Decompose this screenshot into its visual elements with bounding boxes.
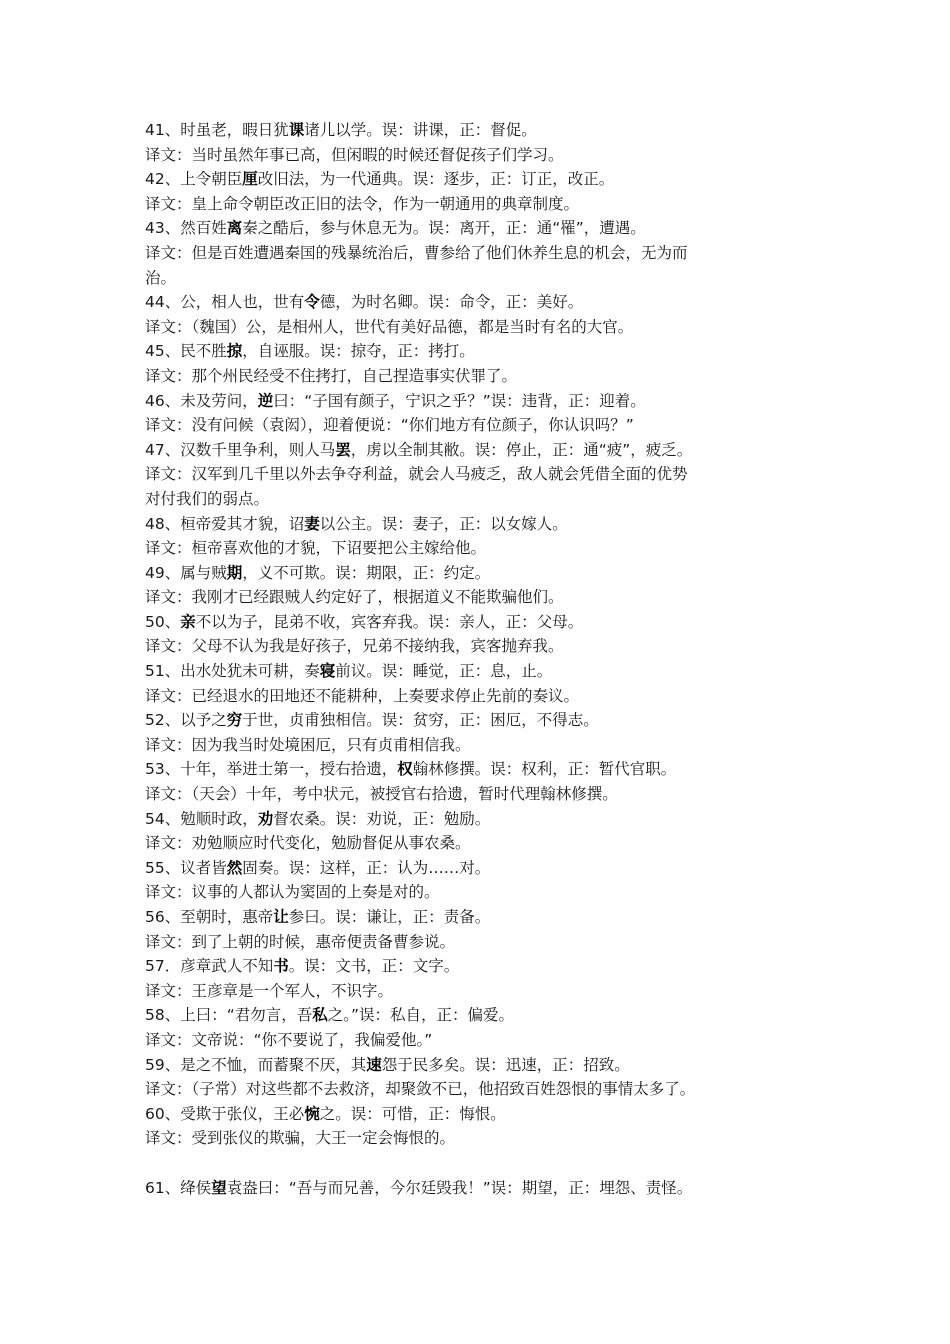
keyword-highlight: 课 <box>288 121 305 139</box>
sentence-prefix: 59、是之不恤，而蓄聚不厌，其 <box>145 1055 367 1074</box>
sentence-suffix: 督农桑。误：劝说，正：勉励。 <box>273 809 491 828</box>
translation-line: 译文：到了上朝的时候，惠帝便责备曹参说。 <box>145 932 456 951</box>
keyword-highlight: 令 <box>304 293 320 312</box>
translation-line: 译文：受到张仪的欺骗，大王一定会悔恨的。 <box>145 1129 456 1148</box>
keyword-highlight: 然 <box>226 858 243 877</box>
sentence-prefix: 57．彦章武人不知 <box>145 957 274 976</box>
sentence-prefix: 45、民不胜 <box>145 342 227 361</box>
keyword-highlight: 权 <box>397 760 413 779</box>
sentence-suffix: 德，为时名卿。误：命令，正：美好。 <box>319 293 584 312</box>
sentence-line <box>145 167 825 192</box>
sentence-suffix: 于世，贞甫独相信。误：贫穷，正：困厄，不得志。 <box>242 711 599 730</box>
keyword-highlight: 逆 <box>257 391 274 410</box>
sentence-prefix: 42、上令朝臣 <box>145 170 243 189</box>
translation-line: 译文：议事的人都认为窦固的上奏是对的。 <box>145 883 440 902</box>
sentence-suffix: 之。”误：私自，正：偏爱。 <box>327 1006 515 1025</box>
blank-line <box>145 1151 825 1176</box>
sentence-prefix: 60、受欺于张仪，王必 <box>145 1104 305 1123</box>
translation-line: 译文：我刚才已经跟贼人约定好了，根据道义不能欺骗他们。 <box>145 588 564 607</box>
sentence-suffix: ，义不可欺。误：期限，正：约定。 <box>242 563 491 582</box>
translation-line: 译文：父母不认为我是好孩子，兄弟不接纳我，宾客抛弃我。 <box>145 637 564 656</box>
sentence-prefix: 56、至朝时，惠帝 <box>145 908 274 926</box>
keyword-highlight: 离 <box>226 219 243 238</box>
keyword-highlight: 望 <box>211 1178 227 1197</box>
sentence-line <box>145 290 825 315</box>
keyword-highlight: 让 <box>273 908 289 926</box>
sentence-line <box>145 1003 825 1028</box>
sentence-prefix: 51、出水处犹未可耕，奏 <box>145 662 320 681</box>
sentence-suffix: 曰：“子国有颜子，宁识之乎？”误：违背，正：迎着。 <box>273 391 646 410</box>
keyword-highlight: 寝 <box>319 662 336 681</box>
keyword-highlight: 厘 <box>242 170 258 189</box>
keyword-highlight: 妻 <box>304 514 320 533</box>
sentence-line <box>145 339 825 364</box>
translation-line: 译文：文帝说：“你不要说了，我偏爱他。” <box>145 1030 433 1049</box>
translation-line: 译文：当时虽然年事已高，但闲暇的时候还督促孩子们学习。 <box>145 145 564 164</box>
sentence-line <box>145 807 825 832</box>
sentence-suffix: ，虏以全制其敝。误：停止，正：通“疲”，疲乏。 <box>350 440 693 459</box>
sentence-line <box>145 757 825 782</box>
sentence-suffix: 之。误：可惜，正：悔恨。 <box>319 1104 506 1123</box>
sentence-line <box>145 1102 825 1127</box>
sentence-suffix: 改旧法，为一代通典。误：逐步，正：订正，改正。 <box>257 170 615 189</box>
translation-line: 译文：那个州民经受不住拷打，自己捏造事实伏罪了。 <box>145 366 518 385</box>
translation-line: 译文：（子常）对这些都不去救济，却聚敛不已，他招致百姓怨恨的事情太多了。 <box>145 1080 696 1099</box>
sentence-prefix: 46、未及劳问， <box>145 391 258 410</box>
keyword-highlight: 私 <box>312 1006 328 1025</box>
sentence-prefix: 44、公，相人也，世有 <box>145 293 305 312</box>
sentence-line <box>145 118 825 143</box>
sentence-suffix: 怨于民多矣。误：迅速，正：招致。 <box>381 1055 630 1074</box>
translation-line: 译文：因为我当时处境困厄，只有贞甫相信我。 <box>145 735 471 754</box>
sentence-prefix: 58、上曰：“君勿言，吾 <box>145 1006 313 1025</box>
translation-line: 译文：但是百姓遭遇秦国的残暴统治后，曹参给了他们休养生息的机会，无为而 <box>145 243 688 262</box>
sentence-prefix: 55、议者皆 <box>145 858 227 877</box>
sentence-line <box>145 216 825 241</box>
sentence-prefix: 53、十年，举进士第一，授右拾遗， <box>145 760 398 779</box>
sentence-line <box>145 561 825 586</box>
sentence-suffix: ，自诬服。误：掠夺，正：拷打。 <box>242 342 475 361</box>
translation-line: 译文：没有问候（袁闳），迎着便说：“你们地方有位颜子，你认识吗？” <box>145 416 634 435</box>
keyword-highlight: 劝 <box>257 809 274 828</box>
sentence-prefix: 48、桓帝爱其才貌，诏 <box>145 514 305 533</box>
sentence-suffix: 袁盎曰：“吾与而兄善，今尔廷毁我！”误：期望，正：埋怨、责怪。 <box>226 1178 693 1197</box>
sentence-line <box>145 610 825 635</box>
sentence-suffix: 秦之酷后，参与休息无为。误：离开，正：通“罹”，遭遇。 <box>242 219 646 238</box>
translation-line: 译文：皇上命令朝臣改正旧的法令，作为一朝通用的典章制度。 <box>145 194 580 213</box>
sentence-line <box>145 389 825 414</box>
sentence-suffix: 诸儿以学。误：讲课，正：督促。 <box>304 121 537 139</box>
text-line: 治。 <box>145 268 177 287</box>
sentence-suffix: 翰林修撰。误：权利，正：暂代官职。 <box>412 760 677 779</box>
translation-line: 译文：汉军到几千里以外去争夺利益，就会人马疲乏，敌人就会凭借全面的优势 <box>145 465 688 484</box>
translation-line: 译文：（天会）十年，考中状元，被授官右拾遗，暂时代理翰林修撰。 <box>145 785 618 804</box>
keyword-highlight: 穷 <box>226 711 243 730</box>
document-body <box>145 118 825 1200</box>
sentence-line <box>145 708 825 733</box>
sentence-suffix: 。误：文书，正：文字。 <box>288 957 460 976</box>
keyword-highlight: 惋 <box>304 1104 320 1123</box>
sentence-line <box>145 905 825 930</box>
sentence-prefix: 54、勉顺时政， <box>145 809 258 828</box>
sentence-prefix: 52、以予之 <box>145 711 227 730</box>
keyword-highlight: 罢 <box>335 440 351 459</box>
translation-line: 译文：（魏国）公，是相州人，世代有美好品德，都是当时有名的大官。 <box>145 317 634 336</box>
sentence-line <box>145 438 825 463</box>
translation-line: 译文：王彦章是一个军人，不识字。 <box>145 981 394 1000</box>
sentence-suffix: 参曰。误：谦让，正：责备。 <box>288 908 491 926</box>
sentence-suffix: 不以为子，昆弟不收，宾客弃我。误：亲人，正：父母。 <box>195 612 584 631</box>
sentence-prefix: 61、绛侯 <box>145 1178 212 1197</box>
sentence-suffix: 以公主。误：妻子，正：以女嫁人。 <box>319 514 568 533</box>
sentence-line <box>145 954 825 979</box>
sentence-line <box>145 1053 825 1078</box>
keyword-highlight: 期 <box>226 563 243 582</box>
keyword-highlight: 速 <box>366 1055 382 1074</box>
sentence-prefix: 49、属与贼 <box>145 563 227 582</box>
sentence-prefix: 47、汉数千里争利，则人马 <box>145 440 336 459</box>
text-line: 对付我们的弱点。 <box>145 489 270 508</box>
translation-line: 译文：桓帝喜欢他的才貌，下诏要把公主嫁给他。 <box>145 539 487 558</box>
keyword-highlight: 书 <box>273 957 289 976</box>
sentence-line <box>145 512 825 537</box>
translation-line: 译文：已经退水的田地还不能耕种，上奏要求停止先前的奏议。 <box>145 686 580 705</box>
sentence-suffix: 前议。误：睡觉，正：息，止。 <box>335 662 553 681</box>
sentence-line <box>145 856 825 881</box>
keyword-highlight: 掠 <box>226 342 243 361</box>
keyword-highlight: 亲 <box>180 612 196 631</box>
sentence-prefix: 41、时虽老，暇日犹 <box>145 121 289 139</box>
sentence-prefix: 50、 <box>145 612 181 631</box>
sentence-prefix: 43、然百姓 <box>145 219 227 238</box>
sentence-line <box>145 1176 825 1201</box>
sentence-suffix: 固奏。误：这样，正：认为……对。 <box>242 858 491 877</box>
sentence-line <box>145 659 825 684</box>
translation-line: 译文：劝勉顺应时代变化，勉励督促从事农桑。 <box>145 834 471 853</box>
